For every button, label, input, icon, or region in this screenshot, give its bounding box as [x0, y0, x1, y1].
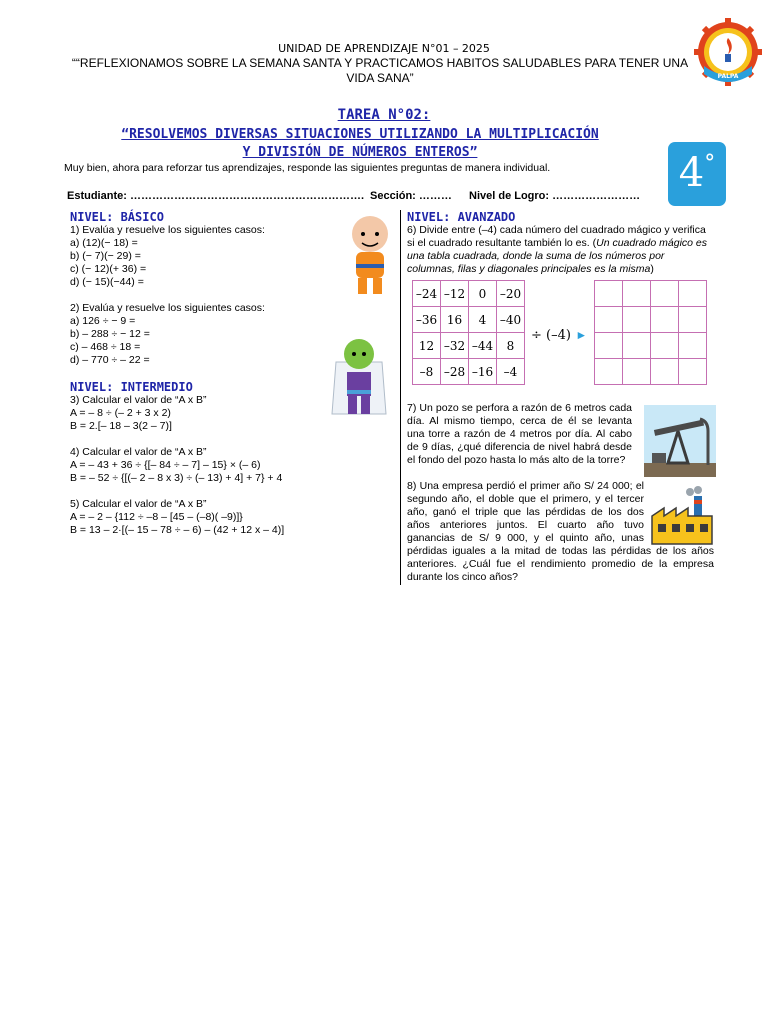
- q4-line: A = – 43 + 36 ÷ {[– 84 ÷ – 7] – 15} × (– 6): [70, 459, 261, 471]
- magic-square-table: [412, 280, 525, 385]
- q4-line: 4) Calcular el valor de “A x B”: [70, 446, 207, 458]
- result-cell[interactable]: [679, 281, 707, 307]
- cartoon-namekian-illustration: [326, 332, 392, 420]
- question-3: [70, 394, 207, 433]
- result-cell[interactable]: [679, 333, 707, 359]
- q2-line: 2) Evalúa y resuelve los siguientes casos:: [70, 302, 265, 314]
- result-cell[interactable]: [595, 307, 623, 333]
- q2-line: d) – 770 ÷ – 22 =: [70, 354, 150, 366]
- intro-text: Muy bien, ahora para reforzar tus aprendizajes, responde las siguientes preguntas de manera individual.: [64, 162, 551, 174]
- magic-cell: –44: [469, 333, 497, 359]
- magic-cell: 0: [469, 281, 497, 307]
- q3-line: A = – 8 ÷ (– 2 + 3 x 2): [70, 407, 171, 419]
- magic-cell: –36: [413, 307, 441, 333]
- q6-end: ): [650, 263, 654, 275]
- question-8: [407, 480, 714, 584]
- result-square: [594, 280, 707, 385]
- q5-line: 5) Calcular el valor de “A x B”: [70, 498, 207, 510]
- magic-cell: 8: [497, 333, 525, 359]
- magic-cell: –16: [469, 359, 497, 385]
- intermediate-level-heading: NIVEL: INTERMEDIO: [70, 380, 193, 394]
- magic-cell: 12: [413, 333, 441, 359]
- q6-text: 6) Divide entre (–4) cada número del cuadrado mágico y verifica si el cuadrado resultante también lo es. (: [407, 224, 706, 249]
- question-2: [70, 302, 265, 367]
- student-field: Estudiante: ……………………………………………………….: [67, 190, 365, 202]
- q5-line: A = – 2 – {112 ÷ –8 – [45 – (–8)( –9)]}: [70, 511, 243, 523]
- reflection-heading: ““REFLEXIONAMOS SOBRE LA SEMANA SANTA Y PRACTICAMOS HABITOS SALUDABLES PARA TENER UNA VIDA SANA”: [71, 56, 689, 85]
- result-cell[interactable]: [651, 281, 679, 307]
- magic-cell: 4: [469, 307, 497, 333]
- q1-line: 1) Evalúa y resuelve los siguientes casos:: [70, 224, 265, 236]
- q3-line: B = 2.[– 18 – 3(2 – 7)]: [70, 420, 172, 432]
- advanced-level-heading: NIVEL: AVANZADO: [407, 210, 516, 224]
- magic-cell: –4: [497, 359, 525, 385]
- arrow-right-icon: ►: [575, 328, 588, 342]
- question-4: [70, 446, 282, 485]
- result-cell[interactable]: [679, 307, 707, 333]
- question-5: [70, 498, 284, 537]
- result-cell[interactable]: [595, 281, 623, 307]
- result-cell[interactable]: [595, 359, 623, 385]
- column-divider: [400, 210, 401, 585]
- grade-badge: [668, 142, 726, 206]
- q2-line: b) – 288 ÷ − 12 =: [70, 328, 150, 340]
- magic-cell: 16: [441, 307, 469, 333]
- q1-line: c) (− 12)(+ 36) =: [70, 263, 147, 275]
- magic-cell: –8: [413, 359, 441, 385]
- result-cell[interactable]: [623, 281, 651, 307]
- question-1: [70, 224, 265, 289]
- cartoon-monk-illustration: [344, 212, 396, 298]
- magic-cell: –24: [413, 281, 441, 307]
- question-6: [407, 224, 713, 276]
- q4-line: B = – 52 ÷ {[(– 2 – 8 x 3) ÷ (– 13) + 4] + 7} + 4: [70, 472, 283, 484]
- magic-cell: –40: [497, 307, 525, 333]
- school-logo: [694, 18, 762, 86]
- task-title: TAREA N°02:: [337, 107, 431, 123]
- grade-number: 4: [678, 150, 705, 196]
- result-cell[interactable]: [651, 333, 679, 359]
- magic-cell: –28: [441, 359, 469, 385]
- task-subtitle-line2: Y DIVISIÓN DE NÚMEROS ENTEROS”: [242, 145, 478, 160]
- oil-pump-icon: [644, 405, 716, 477]
- logo-text: PALPA: [717, 73, 739, 80]
- result-cell[interactable]: [595, 333, 623, 359]
- question-7: 7) Un pozo se perfora a razón de 6 metros cada día. Al mismo tiempo, cerca de él se levanta una torre a razón de 4 metros por día. Al cabo de 9 días, ¿qué diferencia de nivel habrá desde el fondo del pozo hasta lo más alto de la torre?: [407, 402, 632, 466]
- unit-heading: UNIDAD DE APRENDIZAJE N°01 – 2025: [278, 42, 490, 55]
- section-field: Sección: ………: [370, 190, 452, 202]
- task-subtitle: [40, 126, 680, 162]
- achievement-field: Nivel de Logro: ……………………: [469, 190, 641, 202]
- result-cell[interactable]: [623, 307, 651, 333]
- result-cell[interactable]: [651, 359, 679, 385]
- task-subtitle-line1: “RESOLVEMOS DIVERSAS SITUACIONES UTILIZANDO LA MULTIPLICACIÓN: [121, 127, 599, 142]
- q2-line: c) – 468 ÷ 18 =: [70, 341, 141, 353]
- q2-line: a) 126 ÷ − 9 =: [70, 315, 136, 327]
- result-cell[interactable]: [651, 307, 679, 333]
- q5-line: B = 13 – 2·[(– 15 – 78 ÷ – 6) – (42 + 12 x – 4)]: [70, 524, 285, 536]
- magic-square: [412, 280, 525, 385]
- basic-level-heading: NIVEL: BÁSICO: [70, 210, 164, 224]
- q1-line: d) (− 15)(−44) =: [70, 276, 144, 288]
- magic-cell: –12: [441, 281, 469, 307]
- grade-degree: °: [704, 151, 716, 176]
- q6-definition: Un cuadrado mágico es una tabla cuadrada, donde la suma de los números por columnas, filas y diagonales principales es la misma: [407, 237, 708, 275]
- result-cell[interactable]: [679, 359, 707, 385]
- magic-cell: –32: [441, 333, 469, 359]
- divide-label-group: [531, 326, 587, 344]
- q3-line: 3) Calcular el valor de “A x B”: [70, 394, 207, 406]
- magic-cell: –20: [497, 281, 525, 307]
- q8-text: 8) Una empresa perdió el primer año S/ 24 000; el segundo año, el doble que el primero, y el tercer año, ganó el triple que las pérdidas de los dos años anteriores juntos. El cuarto año tuvo ganancias de S/ 9 000, y el quinto año, unas pérdidas iguales a la mitad de todas las pérdidas de los años anteriores. ¿Cuál fue el rendimiento promedio de la empresa durante los cinco años?: [407, 480, 714, 583]
- q1-line: a) (12)(− 18) =: [70, 237, 138, 249]
- result-cell[interactable]: [623, 359, 651, 385]
- divide-label: ÷ (–4): [531, 328, 571, 343]
- result-square-table: [594, 280, 707, 385]
- result-cell[interactable]: [623, 333, 651, 359]
- q1-line: b) (− 7)(− 29) =: [70, 250, 141, 262]
